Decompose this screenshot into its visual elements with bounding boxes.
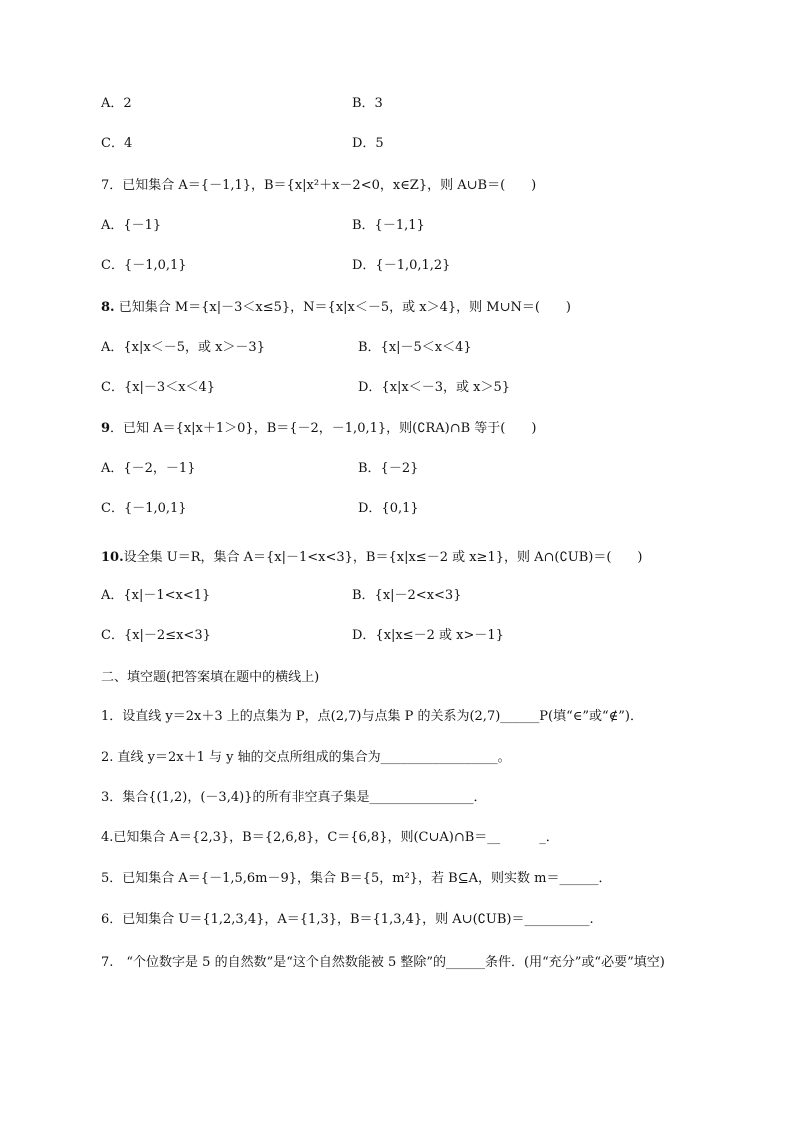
question-7-stem: 7．已知集合 A＝{－1,1}，B＝{x|x²＋x－2<0，x∈Z}，则 A∪B＝( ) xyxy=(101,178,537,193)
question-8-number: 8. xyxy=(101,300,115,315)
prev-option-b: B．3 xyxy=(352,96,383,111)
question-8-stem: 已知集合 M＝{x|－3＜x≤5}，N＝{x|x＜－5，或 x＞4}，则 M∪N＝( ) xyxy=(114,300,571,315)
question-9 xyxy=(101,420,536,438)
q9-option-a: A．{－2，－1} xyxy=(101,461,196,476)
question-9-stem: ．已知 A＝{x|x＋1＞0}，B＝{－2，－1,0,1}，则(∁RA)∩B 等于( ) xyxy=(110,421,537,436)
question-10 xyxy=(101,549,642,567)
section-2-title: 二、填空题(把答案填在题中的横线上) xyxy=(101,670,320,685)
q10-option-c: C．{x|－2≤x<3} xyxy=(101,628,211,643)
fill-question-1: 1．设直线 y＝2x＋3 上的点集为 P，点(2,7)与点集 P 的关系为(2,7)______P(填“∈”或“∉”)． xyxy=(101,709,644,724)
question-10-stem: 设全集 U＝R，集合 A＝{x|－1<x<3}，B＝{x|x≤－2 或 x≥1}，则 A∩(∁UB)＝( ) xyxy=(123,550,643,565)
q8-option-b: B．{x|－5＜x＜4} xyxy=(358,340,472,355)
question-9-number: 9 xyxy=(101,421,111,436)
question-10-number: 10. xyxy=(101,550,124,565)
fill-question-7: 7. “个位数字是 5 的自然数”是“这个自然数能被 5 整除”的______条件．(用“充分”或“必要”填空) xyxy=(101,955,665,970)
q8-option-d: D．{x|x＜－3，或 x＞5} xyxy=(358,380,511,395)
q8-option-a: A．{x|x＜－5，或 x＞－3} xyxy=(101,340,265,355)
fill-question-2: 2. 直线 y＝2x＋1 与 y 轴的交点所组成的集合为__________________。 xyxy=(101,750,511,765)
prev-option-a: A．2 xyxy=(101,96,132,111)
fill-question-6: 6．已知集合 U＝{1,2,3,4}，A＝{1,3}，B＝{1,3,4}，则 A∪(∁UB)＝__________. xyxy=(101,912,594,927)
q10-option-b: B．{x|－2<x<3} xyxy=(352,588,462,603)
fill-question-4: 4.已知集合 A＝{2,3}，B＝{2,6,8}，C＝{6,8}，则(C∪A)∩B＝__ _． xyxy=(101,830,559,845)
q9-option-d: D．{0,1} xyxy=(358,501,419,516)
q8-option-c: C．{x|－3＜x＜4} xyxy=(101,380,216,395)
q7-option-a: A．{－1} xyxy=(101,218,162,233)
q10-option-a: A．{x|－1<x<1} xyxy=(101,588,211,603)
q10-option-d: D．{x|x≤－2 或 x>－1} xyxy=(352,628,504,643)
q7-option-d: D．{－1,0,1,2} xyxy=(352,258,451,273)
q9-option-b: B．{－2} xyxy=(358,461,419,476)
prev-option-d: D．5 xyxy=(352,136,384,151)
question-8 xyxy=(101,299,571,317)
fill-question-3: 3．集合{(1,2)，(－3,4)}的所有非空真子集是________________． xyxy=(101,790,487,805)
fill-question-5: 5．已知集合 A＝{－1,5,6m－9}，集合 B＝{5，m²}，若 B⊆A，则实数 m＝______． xyxy=(101,871,612,886)
q7-option-b: B．{－1,1} xyxy=(352,218,425,233)
q7-option-c: C．{－1,0,1} xyxy=(101,258,187,273)
prev-option-c: C．4 xyxy=(101,136,133,151)
q9-option-c: C．{－1,0,1} xyxy=(101,501,187,516)
